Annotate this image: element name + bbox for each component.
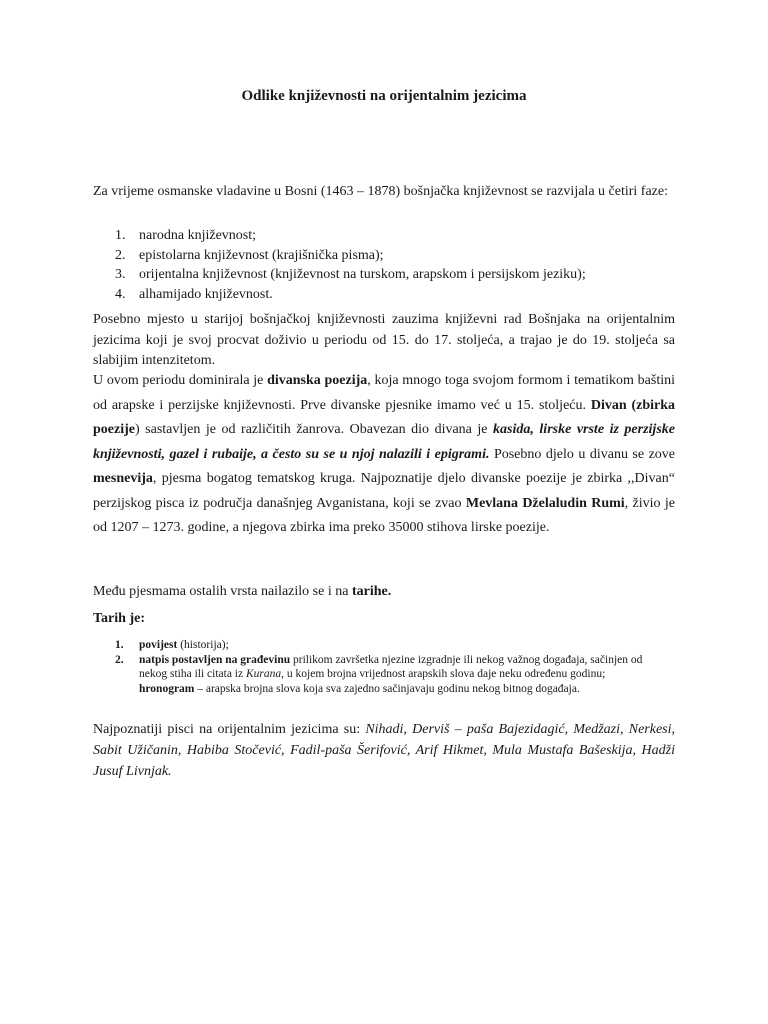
list-item: hronogram – arapska brojna slova koja sva zajedno sačinjavaju godinu nekog bitnog događaja. [139, 682, 580, 695]
phases-list [93, 226, 675, 304]
paragraph-pisci: Najpoznatiji pisci na orijentalnim jezicima su: Nihadi, Derviš – paša Bajezidagić, Medžazi, Nerkesi, Sabit Užičanin, Habiba Stočević, Fadil-paša Šerifović, Arif Hikmet, Mula Mustafa Bašeskija, Hadži Jusuf Livnjak. [93, 722, 675, 779]
document-title: Odlike književnosti na orijentalnim jezicima [241, 88, 527, 104]
list-item: 2. natpis postavljen na građevinu prilikom završetka njezine izgradnje ili nekog važnog događaja, sačinjen od nekog stiha ili citata iz Kurana, u kojem brojna vrijednost arapskih slova daje neku određenu godinu; [115, 653, 643, 680]
list-item: 1. povijest (historija); [115, 639, 229, 651]
list-item: 1. narodna književnost; [115, 228, 257, 243]
paragraph-divanska-poezija: U ovom periodu dominirala je divanska poezija, koja mnogo toga svojom formom i tematikom baštini od arapske i perzijske književnosti. Prve divanske pjesnike imamo već u 15. stoljeću. Divan (zbirka poezije) sastavljen je od različitih žanrova. Obavezan dio divana je kasida, lirske vrste iz perzijske književnosti, gazel i rubaije, a često su se u njoj nalazili i epigrami. Posebno djelo u divanu se zove mesnevija, pjesma bogatog tematskog kruga. Najpoznatije djelo divanske poezije je zbirka ,,Divan“ perzijskog pisca iz područja današnjeg Avganistana, koji se zvao Mevlana Dželaludin Rumi, živio je od 1207 – 1273. godine, a njegova zbirka ima preko 35000 stihova lirske poezije. [93, 373, 676, 535]
list-item: 4. alhamijado književnost. [115, 286, 273, 302]
intro-paragraph: Za vrijeme osmanske vladavine u Bosni (1463 – 1878) bošnjačka književnost se razvijala u četiri faze: [93, 184, 668, 199]
paragraph-tarihe: Među pjesmama ostalih vrsta nailazilo se i na tarihe. [93, 584, 392, 599]
list-item: 3. orijentalna književnost (književnost na turskom, arapskom i persijskom jeziku); [115, 267, 586, 282]
tarih-list [115, 638, 655, 696]
tarih-heading: Tarih je: [93, 611, 145, 626]
list-item: 2. epistolarna književnost (krajišnička pisma); [115, 247, 384, 263]
paragraph-orijentalni-jezici: Posebno mjesto u starijoj bošnjačkoj književnosti zauzima književni rad Bošnjaka na orijentalnim jezicima koji je svoj procvat doživio u periodu od 15. do 17. stoljeća, a trajao je do 19. stoljeća sa slabijim intenzitetom. [93, 312, 675, 368]
